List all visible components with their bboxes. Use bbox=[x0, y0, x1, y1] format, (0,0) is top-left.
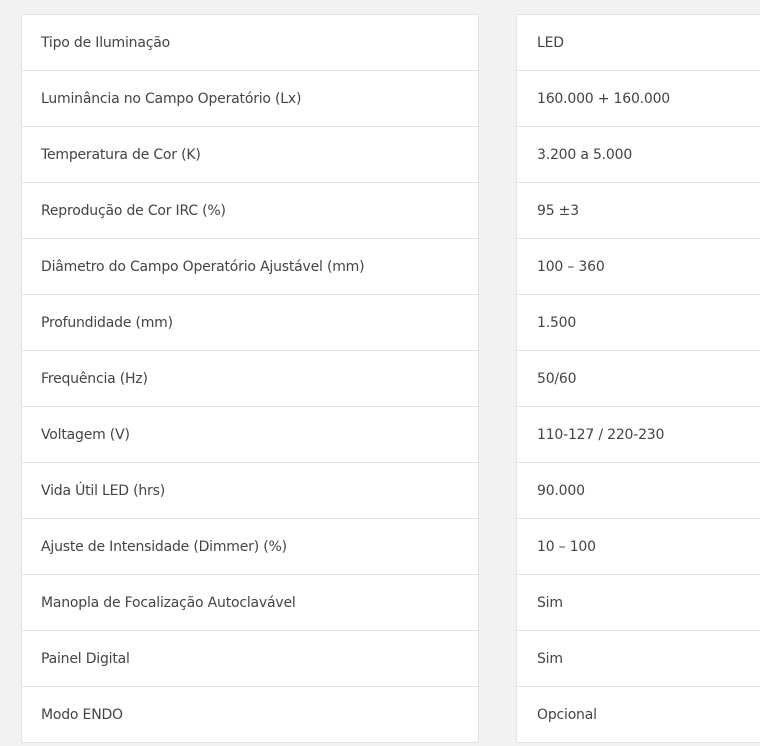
spec-label-endo-mode: Modo ENDO bbox=[22, 687, 478, 743]
table-gutter bbox=[479, 14, 516, 746]
spec-value-digital-panel: Sim bbox=[517, 631, 760, 687]
spec-value-dimmer: 10 – 100 bbox=[517, 519, 760, 575]
spec-label-lighting-type: Tipo de Iluminação bbox=[22, 15, 478, 71]
spec-labels-column bbox=[21, 14, 479, 743]
spec-value-lighting-type: LED bbox=[517, 15, 760, 71]
spec-value-voltage: 110-127 / 220-230 bbox=[517, 407, 760, 463]
spec-label-depth: Profundidade (mm) bbox=[22, 295, 478, 351]
spec-value-handle: Sim bbox=[517, 575, 760, 631]
spec-label-field-diameter: Diâmetro do Campo Operatório Ajustável (mm) bbox=[22, 239, 478, 295]
spec-values-column bbox=[516, 14, 760, 743]
spec-label-digital-panel: Painel Digital bbox=[22, 631, 478, 687]
spec-value-color-temperature: 3.200 a 5.000 bbox=[517, 127, 760, 183]
spec-label-voltage: Voltagem (V) bbox=[22, 407, 478, 463]
spec-value-color-rendering: 95 ±3 bbox=[517, 183, 760, 239]
spec-label-color-rendering: Reprodução de Cor IRC (%) bbox=[22, 183, 478, 239]
spec-label-led-lifetime: Vida Útil LED (hrs) bbox=[22, 463, 478, 519]
spec-value-led-lifetime: 90.000 bbox=[517, 463, 760, 519]
spec-label-handle: Manopla de Focalização Autoclavável bbox=[22, 575, 478, 631]
spec-value-luminance: 160.000 + 160.000 bbox=[517, 71, 760, 127]
spec-label-dimmer: Ajuste de Intensidade (Dimmer) (%) bbox=[22, 519, 478, 575]
spec-value-endo-mode: Opcional bbox=[517, 687, 760, 743]
spec-value-frequency: 50/60 bbox=[517, 351, 760, 407]
spec-value-field-diameter: 100 – 360 bbox=[517, 239, 760, 295]
spec-label-color-temperature: Temperatura de Cor (K) bbox=[22, 127, 478, 183]
spec-label-frequency: Frequência (Hz) bbox=[22, 351, 478, 407]
spec-label-luminance: Luminância no Campo Operatório (Lx) bbox=[22, 71, 478, 127]
spec-value-depth: 1.500 bbox=[517, 295, 760, 351]
